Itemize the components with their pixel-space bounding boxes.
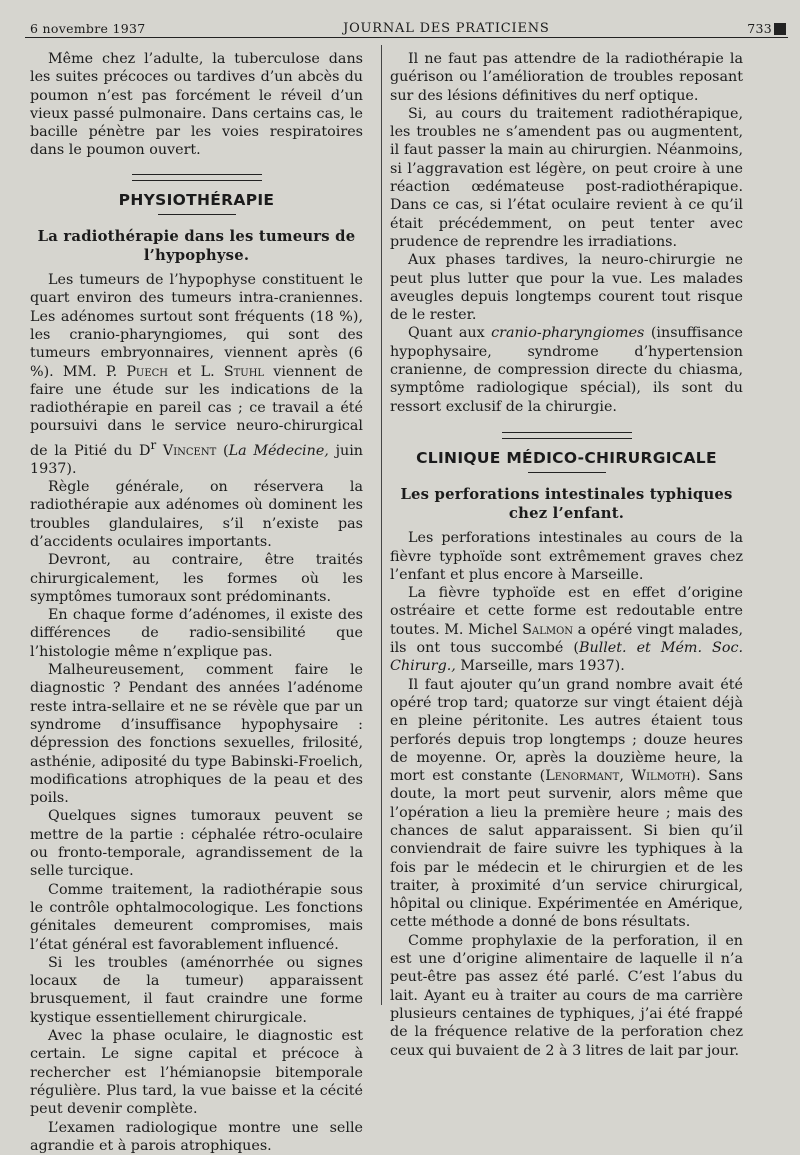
paragraph: Devront, au contraire, être traités chirurgicalement, les formes où les symptômes tumoraux sont prédominants. — [30, 551, 363, 606]
article-title: Les perforations intestinales typhiques chez l’enfant. — [390, 485, 743, 523]
paragraph: Quant aux cranio-pharyngiomes (insuffisance hypophysaire, syndrome d’hypertension cranienne, de compression directe du chiasma, symptôme radiologique spécial), ils sont du ressort exclusif de la chirurgie. — [390, 324, 743, 415]
section-heading: CLINIQUE MÉDICO-CHIRURGICALE — [390, 449, 743, 467]
paragraph: Les perforations intestinales au cours de la fièvre typhoïde sont extrêmement graves chez l’enfant et plus encore à Marseille. — [390, 529, 743, 584]
printer-mark-icon — [774, 23, 786, 35]
author-name: Lenormant — [545, 768, 619, 784]
right-column — [390, 50, 743, 1060]
author-name: Puech — [126, 364, 168, 380]
page-header — [30, 14, 786, 36]
header-rule — [25, 37, 788, 38]
paragraph: Avec la phase oculaire, le diagnostic est certain. Le signe capital et précoce à rechercher est l’hémianopsie bitemporale régulière. Plus tard, la vue baisse et la cécité peut devenir complète. — [30, 1027, 363, 1118]
author-name: Vincent — [163, 443, 216, 459]
paragraph: Même chez l’adulte, la tuberculose dans les suites précoces ou tardives d’un abcès du poumon n’est pas forcément le réveil d’un vieux passé pulmonaire. Dans certains cas, le bacille pénètre par les voies respiratoires dans le poumon ouvert. — [30, 50, 363, 160]
author-name: Salmon — [522, 622, 573, 638]
left-column — [30, 50, 363, 1155]
journal-title: JOURNAL DES PRATICIENS — [343, 21, 550, 36]
paragraph: Quelques signes tumoraux peuvent se mettre de la partie : céphalée rétro-oculaire ou fronto-temporale, agrandissement de la selle turcique. — [30, 807, 363, 880]
author-name: Wilmoth — [631, 768, 690, 784]
paragraph: Les tumeurs de l’hypophyse constituent le quart environ des tumeurs intra-craniennes. Les adénomes surtout sont fréquents (18 %), les cranio-pharyngiomes, qui sont des tumeurs embryonnaires, viennent après (6 %). MM. P. Puech et L. Stuhl viennent de faire une étude sur les indications de la radiothérapie en pareil cas ; ce travail a été poursuivi dans le service neuro-chirurgical de la Pitié du $D^r$ Vincent (La Médecine, juin 1937). — [30, 271, 363, 478]
heading-underline — [158, 214, 236, 215]
page-number: 733 — [747, 21, 772, 36]
page-number-box — [747, 21, 786, 36]
paragraph: La fièvre typhoïde est en effet d’origine ostréaire et cette forme est redoutable entre toutes. M. Michel Salmon a opéré vingt malades, ils ont tous succombé (Bullet. et Mém. Soc. Chirurg., Marseille, mars 1937). — [390, 584, 743, 675]
paragraph: Comme traitement, la radiothérapie sous le contrôle ophtalmocologique. Les fonctions génitales demeurent compromises, mais l’état général est favorablement influencé. — [30, 881, 363, 954]
author-name: Stuhl — [224, 364, 264, 380]
column-divider — [381, 45, 382, 1005]
citation: La Médecine, — [229, 443, 329, 459]
paragraph: Si les troubles (aménorrhée ou signes locaux de la tumeur) apparaissent brusquement, il faut craindre une forme kystique essentiellement chirurgicale. — [30, 954, 363, 1027]
emphasis: cranio-pharyngiomes — [491, 325, 644, 341]
heading-underline — [528, 472, 606, 473]
paragraph: En chaque forme d’adénomes, il existe des différences de radio-sensibilité que l’histologie même n’explique pas. — [30, 606, 363, 661]
paragraph: Aux phases tardives, la neuro-chirurgie ne peut plus lutter que pour la vue. Les malades aveugles depuis longtemps courent tout risque de le rester. — [390, 251, 743, 324]
paragraph: Si, au cours du traitement radiothérapique, les troubles ne s’amendent pas ou augmentent, il faut passer la main au chirurgien. Néanmoins, si l’aggravation est légère, on peut croire à une réaction œdémateuse post-radiothérapique. Dans ce cas, si l’état oculaire revient à ce qu’il était précédemment, on peut tenter avec prudence de reprendre les irradiations. — [390, 105, 743, 251]
paragraph: Règle générale, on réservera la radiothérapie aux adénomes où dominent les troubles glandulaires, s’il n’existe pas d’accidents oculaires importants. — [30, 478, 363, 551]
paragraph: Malheureusement, comment faire le diagnostic ? Pendant des années l’adénome reste intra-sellaire et ne se révèle que par un syndrome d’insuffisance hypophysaire : dépression des fonctions sexuelles, frilosité, asthénie, adiposité du type Babinski-Froelich, modifications atrophiques de la peau et des poils. — [30, 661, 363, 807]
paragraph: L’examen radiologique montre une selle agrandie et à parois atrophiques. — [30, 1119, 363, 1155]
paragraph: Comme prophylaxie de la perforation, il en est une d’origine alimentaire de laquelle il n’a peut-être pas assez été parlé. C’est l’abus du lait. Ayant eu à traiter au cours de ma carrière plusieurs centaines de typhiques, j’ai été frappé de la fréquence relative de la perforation chez ceux qui buvaient de 2 à 3 litres de lait par jour. — [390, 932, 743, 1060]
paragraph: Il ne faut pas attendre de la radiothérapie la guérison ou l’amélioration de troubles reposant sur des lésions définitives du nerf optique. — [390, 50, 743, 105]
section-rule — [132, 174, 262, 181]
paragraph: Il faut ajouter qu’un grand nombre avait été opéré trop tard; quatorze sur vingt étaient déjà en pleine péritonite. Les autres étaient tous perforés depuis trop longtemps ; douze heures de moyenne. Or, après la douzième heure, la mort est constante (Lenormant, Wilmoth). Sans doute, la mort peut survenir, alors même que l’opération a lieu la première heure ; mais des chances de salut apparaissent. Si bien qu’il conviendrait de faire suivre les typhiques à la fois par le médecin et le chirurgien et de les traiter, à proximité d’un service chirurgical, hôpital ou clinique. Expérimentée en Amérique, cette méthode a donné de bons résultats. — [390, 676, 743, 932]
citation: Bullet. et Mém. Soc. Chirurg., — [390, 640, 743, 674]
section-heading: PHYSIOTHÉRAPIE — [30, 191, 363, 209]
section-rule — [502, 432, 632, 439]
issue-date: 6 novembre 1937 — [30, 21, 145, 36]
article-title: La radiothérapie dans les tumeurs de l’hypophyse. — [30, 227, 363, 265]
